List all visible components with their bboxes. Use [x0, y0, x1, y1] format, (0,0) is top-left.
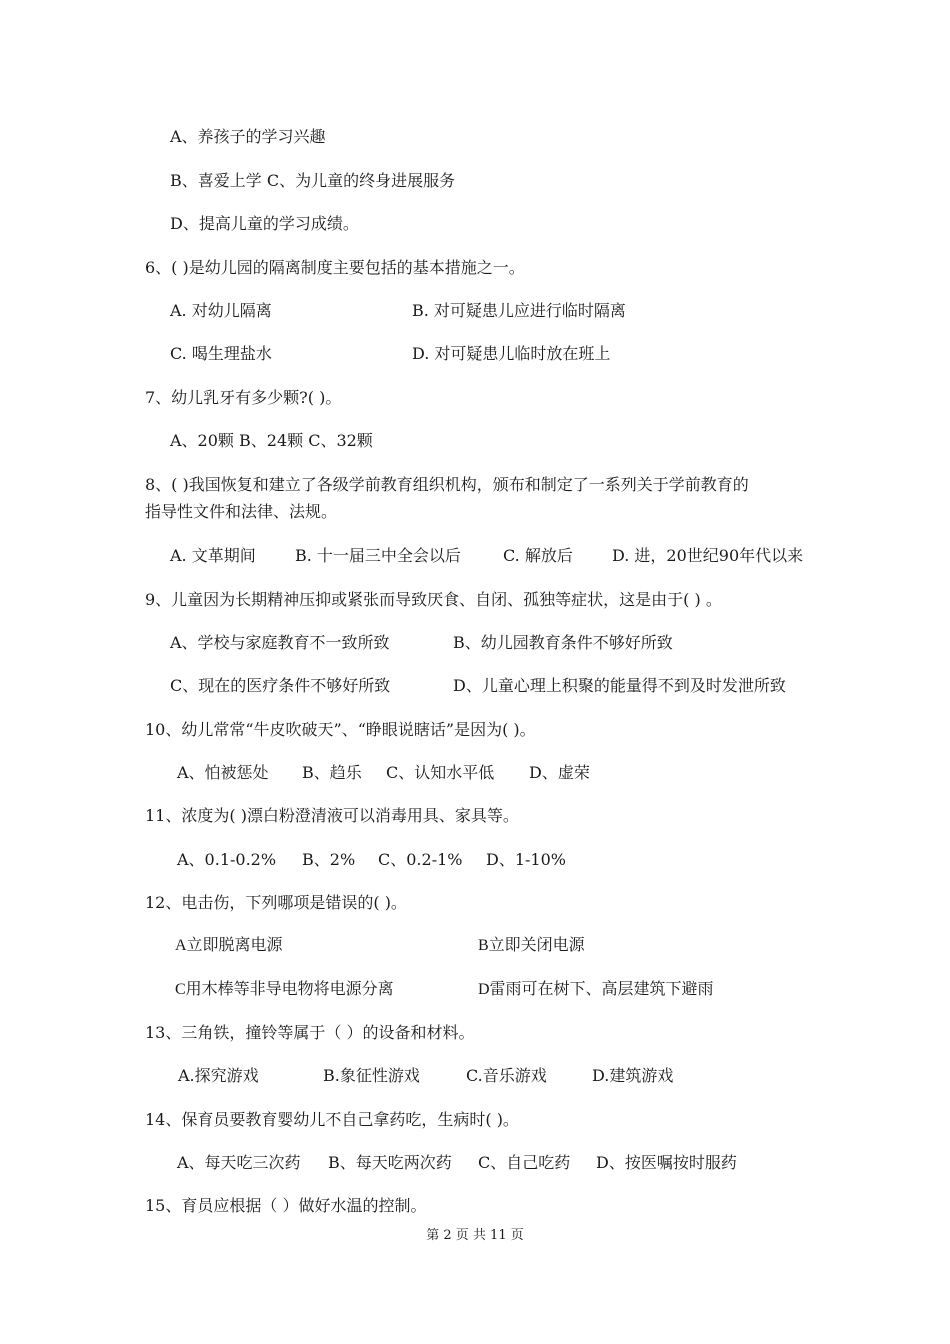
page-footer: 第 2 页 共 11 页 — [426, 1228, 524, 1243]
option-a: A. 文革期间 — [170, 546, 256, 565]
option-a: A、0.1-0.2% — [177, 850, 277, 869]
question-14: 14、保育员要教育婴幼儿不自己拿药吃，生病时( )。 — [145, 1110, 519, 1129]
option-d: D、儿童心理上积聚的能量得不到及时发泄所致 — [453, 676, 786, 695]
question-15: 15、育员应根据（ ）做好水温的控制。 — [145, 1196, 427, 1215]
option-c: C、认知水平低 — [386, 763, 495, 782]
option-c: C.音乐游戏 — [466, 1066, 547, 1085]
question-9: 9、儿童因为长期精神压抑或紧张而导致厌食、自闭、孤独等症状，这是由于( ) 。 — [145, 590, 722, 609]
option-a: A立即脱离电源 — [175, 937, 283, 954]
option-d: D雷雨可在树下、高层建筑下避雨 — [478, 981, 714, 998]
question-12: 12、电击伤，下列哪项是错误的( )。 — [145, 893, 407, 912]
option-b: B.象征性游戏 — [323, 1066, 420, 1085]
option-a: A、学校与家庭教育不一致所致 — [170, 633, 390, 652]
question-13: 13、三角铁，撞铃等属于（ ）的设备和材料。 — [145, 1023, 475, 1042]
option-d: D. 对可疑患儿临时放在班上 — [412, 344, 611, 363]
option-c: C. 解放后 — [503, 546, 573, 565]
option-line: D、提高儿童的学习成绩。 — [170, 214, 359, 233]
option-c: C. 喝生理盐水 — [170, 344, 272, 363]
option-a: A、每天吃三次药 — [177, 1153, 301, 1172]
option-b: B、趋乐 — [302, 763, 362, 782]
option-b: B. 十一届三中全会以后 — [295, 546, 461, 565]
option-b: B立即关闭电源 — [478, 937, 585, 954]
option-d: D、按医嘱按时服药 — [596, 1153, 737, 1172]
question-11: 11、浓度为( )漂白粉澄清液可以消毒用具、家具等。 — [145, 806, 519, 825]
option-b: B、2% — [302, 850, 356, 869]
question-7: 7、幼儿乳牙有多少颗?( )。 — [145, 388, 342, 407]
question-10: 10、幼儿常常“牛皮吹破天”、“睁眼说瞎话”是因为( )。 — [145, 720, 536, 739]
option-c: C、自己吃药 — [478, 1153, 571, 1172]
option-d: D. 进，20世纪90年代以来 — [612, 546, 804, 565]
option-b: B. 对可疑患儿应进行临时隔离 — [412, 301, 626, 320]
option-b: B、幼儿园教育条件不够好所致 — [453, 633, 673, 652]
question-6: 6、( )是幼儿园的隔离制度主要包括的基本措施之一。 — [145, 258, 525, 277]
option-a: A. 对幼儿隔离 — [170, 301, 272, 320]
option-line: B、喜爱上学 C、为儿童的终身进展服务 — [170, 171, 456, 190]
option-b: B、每天吃两次药 — [328, 1153, 452, 1172]
option-line: A、养孩子的学习兴趣 — [170, 127, 326, 146]
option-c: C、现在的医疗条件不够好所致 — [170, 676, 391, 695]
option-d: D、虚荣 — [529, 763, 590, 782]
option-d: D.建筑游戏 — [592, 1066, 674, 1085]
option-d: D、1-10% — [486, 850, 566, 869]
question-8: 8、( )我国恢复和建立了各级学前教育组织机构，颁布和制定了一系列关于学前教育的 — [145, 475, 749, 494]
option-a: A.探究游戏 — [178, 1066, 259, 1085]
option-c: C、0.2-1% — [378, 850, 463, 869]
option-c: C用木棒等非导电物将电源分离 — [175, 981, 394, 998]
option-line: A、20颗 B、24颗 C、32颗 — [170, 431, 373, 450]
option-a: A、怕被惩处 — [177, 763, 269, 782]
question-8-continued: 指导性文件和法律、法规。 — [145, 502, 338, 521]
